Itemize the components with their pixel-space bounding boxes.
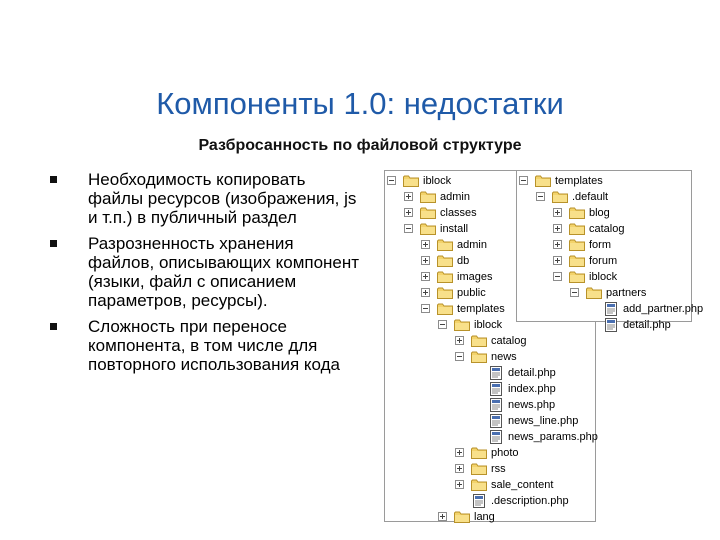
- folder-icon: [454, 511, 470, 523]
- tree-node-label: news_line.php: [508, 415, 579, 427]
- expand-icon[interactable]: [438, 512, 447, 521]
- bullet-square-icon: [50, 176, 57, 183]
- folder-icon: [471, 447, 487, 459]
- tree-node-label: index.php: [508, 383, 556, 395]
- folder-icon: [471, 479, 487, 491]
- collapse-icon[interactable]: [404, 224, 413, 233]
- collapse-icon[interactable]: [570, 288, 579, 297]
- folder-icon: [437, 287, 453, 299]
- slide-title: Компоненты 1.0: недостатки: [156, 86, 564, 121]
- folder-icon: [420, 223, 436, 235]
- expand-icon[interactable]: [404, 192, 413, 201]
- bullet-list: [50, 170, 360, 381]
- tree-node-label: news_params.php: [508, 431, 598, 443]
- tree-node-label: add_partner.php: [623, 303, 704, 315]
- collapse-icon[interactable]: [455, 352, 464, 361]
- tree-node-label: detail.php: [508, 367, 556, 379]
- expand-icon[interactable]: [421, 240, 430, 249]
- tree-node-label: admin: [440, 191, 470, 203]
- folder-icon: [420, 191, 436, 203]
- expand-icon[interactable]: [553, 240, 562, 249]
- expand-icon[interactable]: [553, 224, 562, 233]
- folder-icon: [471, 463, 487, 475]
- folder-icon: [569, 207, 585, 219]
- expand-icon[interactable]: [455, 336, 464, 345]
- collapse-icon[interactable]: [438, 320, 447, 329]
- folder-icon: [569, 271, 585, 283]
- tree-node-label: catalog: [589, 223, 625, 235]
- folder-icon: [569, 223, 585, 235]
- collapse-icon[interactable]: [387, 176, 396, 185]
- folder-icon: [586, 287, 602, 299]
- bullet-item: [50, 234, 360, 310]
- file-tree-right: [516, 170, 704, 331]
- tree-node-label: templates: [555, 175, 603, 187]
- folder-icon: [552, 191, 568, 203]
- php-file-icon: [490, 414, 502, 428]
- expand-icon[interactable]: [455, 480, 464, 489]
- tree-node-label: iblock: [423, 175, 452, 187]
- tree-node-label: install: [440, 223, 469, 235]
- tree-node-label: detail.php: [623, 319, 671, 331]
- tree-node-label: .description.php: [491, 495, 569, 507]
- folder-icon: [471, 351, 487, 363]
- tree-node-label: public: [457, 287, 486, 299]
- expand-icon[interactable]: [421, 272, 430, 281]
- tree-node-label: iblock: [474, 319, 503, 331]
- bullet-text: Сложность при переносе компонента, в том числе для повторного использования кода: [88, 317, 340, 374]
- bullet-square-icon: [50, 240, 57, 247]
- slide-subtitle: Разбросанность по файловой структуре: [198, 137, 522, 154]
- php-file-icon: [490, 366, 502, 380]
- tree-node-label: classes: [440, 207, 477, 219]
- expand-icon[interactable]: [404, 208, 413, 217]
- tree-node-label: catalog: [491, 335, 527, 347]
- folder-icon: [437, 239, 453, 251]
- tree-node-label: blog: [589, 207, 610, 219]
- folder-icon: [437, 303, 453, 315]
- tree-node-label: partners: [606, 287, 647, 299]
- collapse-icon[interactable]: [536, 192, 545, 201]
- folder-icon: [403, 175, 419, 187]
- tree-node-label: photo: [491, 447, 519, 459]
- tree-node-label: rss: [491, 463, 506, 475]
- tree-node-label: forum: [589, 255, 618, 267]
- tree-node-label: .default: [572, 191, 609, 203]
- folder-icon: [454, 319, 470, 331]
- tree-node-label: news.php: [508, 399, 556, 411]
- collapse-icon[interactable]: [553, 272, 562, 281]
- php-file-icon: [473, 494, 485, 508]
- tree-node-label: sale_content: [491, 479, 554, 491]
- php-file-icon: [605, 302, 617, 316]
- tree-node-label: db: [457, 255, 470, 267]
- bullet-item: [50, 170, 360, 227]
- folder-icon: [569, 255, 585, 267]
- expand-icon[interactable]: [553, 256, 562, 265]
- tree-node-label: images: [457, 271, 493, 283]
- bullet-item: [50, 317, 360, 374]
- folder-icon: [535, 175, 551, 187]
- bullet-text: Необходимость копировать файлы ресурсов (изображения, js и т.п.) в публичный раздел: [88, 170, 357, 227]
- php-file-icon: [490, 382, 502, 396]
- tree-node-label: news: [491, 351, 517, 363]
- collapse-icon[interactable]: [421, 304, 430, 313]
- php-file-icon: [490, 398, 502, 412]
- folder-icon: [437, 255, 453, 267]
- folder-icon: [569, 239, 585, 251]
- tree-node-label: iblock: [589, 271, 618, 283]
- folder-icon: [437, 271, 453, 283]
- tree-node-label: form: [589, 239, 611, 251]
- tree-node-label: admin: [457, 239, 487, 251]
- folder-icon: [420, 207, 436, 219]
- expand-icon[interactable]: [455, 464, 464, 473]
- bullet-square-icon: [50, 323, 57, 330]
- folder-icon: [471, 335, 487, 347]
- expand-icon[interactable]: [421, 288, 430, 297]
- php-file-icon: [605, 318, 617, 332]
- php-file-icon: [490, 430, 502, 444]
- expand-icon[interactable]: [553, 208, 562, 217]
- expand-icon[interactable]: [421, 256, 430, 265]
- tree-node-label: lang: [474, 511, 495, 523]
- tree-node-label: templates: [457, 303, 505, 315]
- bullet-text: Разрозненность хранения файлов, описывающих компонент (языки, файл с описанием параметров, ресурсы).: [88, 234, 360, 310]
- expand-icon[interactable]: [455, 448, 464, 457]
- collapse-icon[interactable]: [519, 176, 528, 185]
